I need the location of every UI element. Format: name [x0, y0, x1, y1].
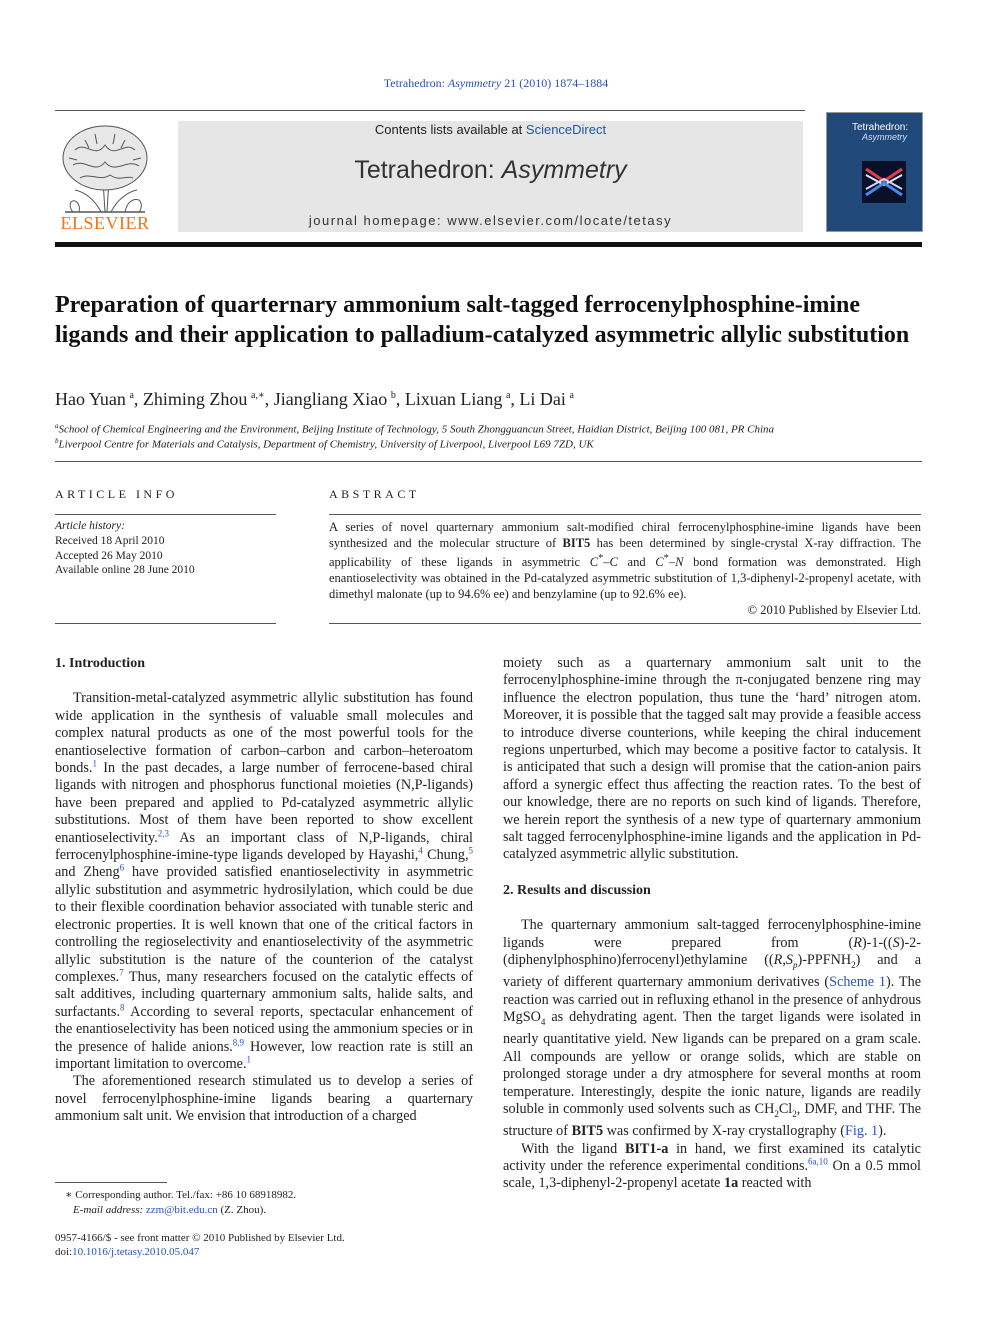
left-column	[55, 655, 473, 1126]
journal-cover-image[interactable]	[826, 112, 923, 232]
right-column	[503, 655, 921, 1193]
results-paragraph-1: The quarternary ammonium salt-tagged ferrocenylphosphine-imine ligands were prepared from (R)-1-((S)-2-(diphenylphosphino)ferrocenyl)ethylamine $((R,S_p)-PPFNH_2)$ and a variety of different quarternary ammonium derivatives (Scheme 1). The reaction was carried out in refluxing ethanol in the presence of anhydrous MgSO$_4$ as dehydrating agent. Then the target ligands were isolated in nearly quantitative yield. New ligands can be prepared on a gram scale. All compounds are yellow or orange solids, which are stable on prolonged storage under a dry atmosphere for several months at room temperature. Interestingly, despite the ionic nature, ligands are readily soluble in commonly used solvents such as $CH_2Cl_2$, DMF, and THF. The structure of BIT5 was confirmed by X-ray crystallography (Fig. 1).	[503, 917, 922, 1140]
intro-paragraph-1: Transition-metal-catalyzed asymmetric allylic substitution has found wide application in the synthesis of valuable small molecules and complex natural products as one of the most powerful tools for the enantioselective formation of carbon–carbon and carbon–heteroatom bonds.$^1$ In the past decades, a large number of ferrocene-based chiral ligands with nitrogen and phosphorus functional moieties (N,P-ligands) have been prepared and applied to Pd-catalyzed asymmetric allylic substitutions. Most of them have been reported to show excellent enantioselectivity.$^{2,3}$ As an important class of N,P-ligands, chiral ferrocenylphosphine-imine-type ligands developed by Hayashi,$^4$ Chung,$^5$ and Zheng$^6$ have provided satisfied enantioselectivity in asymmetric allylic substitution and asymmetric hydrosilylation, which could be due to their flexible coordination behavior associated with tunable steric and electronic properties. It is well known that one of the critical factors in controlling the regioselectivity and enantioselectivity of the asymmetric allylic substitution is the nature of the counterion of the catalyst complexes.$^7$ Thus, many researchers focused on the catalytic effects of salt additives, including quarternary ammonium salts, halide salts, and surfactants.$^8$ According to several reports, spectacular enhancement of the enantioselectivity has been noticed using the ammonium species or in the presence of halide anions.$^{8,9}$ However, low reaction rate is still an important limitation to overcome.$^1$	[55, 690, 473, 1072]
footnote-rule	[55, 1182, 167, 1183]
author-name[interactable]: Li Dai	[519, 389, 566, 409]
cover-subtitle: Asymmetry	[862, 132, 907, 142]
reference-link[interactable]: 7	[119, 967, 124, 978]
abstract-rule-bottom	[329, 623, 921, 624]
reference-link[interactable]: 5	[468, 845, 473, 856]
issn-doi-block: 0957-4166/$ - see front matter © 2010 Published by Elsevier Ltd. doi:10.1016/j.tetasy.2010.05.047	[55, 1232, 345, 1258]
publisher-wordmark: ELSEVIER	[60, 213, 150, 233]
intro-paragraph-2: The aforementioned research stimulated us to develop a series of novel ferrocenylphosphine-imine ligands bearing a quarternary ammonium salt unit. We envision that introduction of a charged	[55, 1073, 473, 1125]
intro-continuation: moiety such as a quarternary ammonium salt unit to the ferrocenylphosphine-imine through the π-conjugated benzene ring may influence the electron population, thus tune the ‘hard’ nitrogen atom. Moreover, it is possible that the tagged salt may provide a feasible access to introduce diverse counterions, while keeping the chiral inducement regions unperturbed, which may become a positive factor to catalysis. It is anticipated that such a design will promise that the cation-anion pairs afford a synergic effect thus affecting the reaction rates. To the best of our knowledge, there are no reports on such kind of ligands. Therefore, we herein report the synthesis of a new type of quarternary ammonium salt tagged ferrocenylphosphine-imine ligands and the application in Pd-catalyzed asymmetric allylic substitution.	[503, 655, 921, 863]
homepage-link[interactable]: www.elsevier.com/locate/tetasy	[447, 213, 673, 228]
reference-link[interactable]: 8,9	[232, 1036, 245, 1047]
author-name[interactable]: Jiangliang Xiao	[273, 389, 388, 409]
section-heading-introduction: 1. Introduction	[55, 656, 145, 671]
article-history: Article history: Received 18 April 2010 Accepted 26 May 2010 Available online 28 June 2010	[55, 520, 195, 577]
author-name[interactable]: Zhiming Zhou	[142, 389, 248, 409]
reference-link[interactable]: 6	[119, 862, 125, 873]
article-info-heading: ARTICLE INFO	[55, 487, 178, 501]
abstract-rule-top	[329, 514, 921, 515]
scheme-link[interactable]: Scheme 1	[829, 974, 887, 991]
article-info-rule-top	[55, 514, 276, 515]
doi-link[interactable]: 10.1016/j.tetasy.2010.05.047	[72, 1246, 200, 1258]
header-bottom-rule	[55, 242, 922, 247]
cover-title: Tetrahedron:	[852, 122, 909, 133]
email-link[interactable]: zzm@bit.edu.cn	[145, 1204, 218, 1216]
author-list: Hao Yuan $^a$, Zhiming Zhou $^{a,∗}$, Jiangliang Xiao $^b$, Lixuan Liang $^a$, Li Dai $^a$	[55, 389, 574, 409]
paper-title: Preparation of quarternary ammonium salt-tagged ferrocenylphosphine-imine ligands and their application to palladium-catalyzed asymmetric allylic substitution	[55, 292, 910, 348]
journal-homepage: journal homepage: www.elsevier.com/locate/tetasy	[308, 213, 673, 228]
journal-citation[interactable]: Tetrahedron: Asymmetry 21 (2010) 1874–1884	[383, 76, 609, 90]
abstract-text: A series of novel quarternary ammonium salt-modified chiral ferrocenylphosphine-imine ligands have been synthesized and the molecular structure of BIT5 has been determined by single-crystal X-ray diffraction. The applicability of these ligands in asymmetric C*–C and C*–N bond formation was demonstrated. High enantioselectivity was obtained in the Pd-catalyzed asymmetric substitution of 1,3-diphenyl-2-propenyl acetate, with dimethyl malonate (up to 94.6% ee) and benzylamine (up to 92.6% ee). © 2010 Published by Elsevier Ltd.	[329, 520, 921, 618]
abstract-copyright: © 2010 Published by Elsevier Ltd.	[747, 603, 921, 618]
reference-link[interactable]: 6a,10	[808, 1156, 828, 1167]
author-name[interactable]: Lixuan Liang	[404, 389, 503, 409]
reference-link[interactable]: 1	[92, 758, 97, 769]
author-name[interactable]: Hao Yuan	[55, 389, 126, 409]
journal-title: Tetrahedron: Asymmetry	[354, 156, 627, 184]
affiliation-rule	[55, 461, 922, 462]
abstract-heading: ABSTRACT	[329, 487, 420, 501]
figure-link[interactable]: Fig. 1	[845, 1123, 879, 1140]
reference-link[interactable]: 4	[418, 845, 423, 856]
header-top-rule	[55, 110, 805, 111]
reference-link[interactable]: 1	[246, 1054, 251, 1065]
cover-artwork	[862, 161, 906, 203]
contents-availability: Contents lists available at ScienceDirect	[374, 122, 607, 137]
results-paragraph-2: With the ligand BIT1-a in hand, we first examined its catalytic activity under the reference experimental conditions.$^{6a,10}$ On a 0.5 mmol scale, 1,3-diphenyl-2-propenyl acetate 1a reacted with	[503, 1140, 921, 1192]
corresponding-author-footnote: ∗ Corresponding author. Tel./fax: +86 10 68918982. E-mail address: zzm@bit.edu.cn (Z. Zhou).	[65, 1189, 297, 1216]
article-info-rule-bottom	[55, 623, 276, 624]
affiliation-b: $^b$Liverpool Centre for Materials and Catalysis, Department of Chemistry, University of Liverpool, Liverpool L69 7ZD, UK	[55, 437, 594, 451]
section-heading-results: 2. Results and discussion	[503, 882, 651, 898]
reference-link[interactable]: 8	[120, 1001, 125, 1012]
sciencedirect-link[interactable]: ScienceDirect	[525, 122, 607, 137]
reference-link[interactable]: 2,3	[157, 827, 169, 838]
affiliation-a: $^a$School of Chemical Engineering and the Environment, Beijing Institute of Technology, 5 South Zhongguancun Street, Haidian District, Beijing 100 081, PR China	[55, 422, 775, 436]
